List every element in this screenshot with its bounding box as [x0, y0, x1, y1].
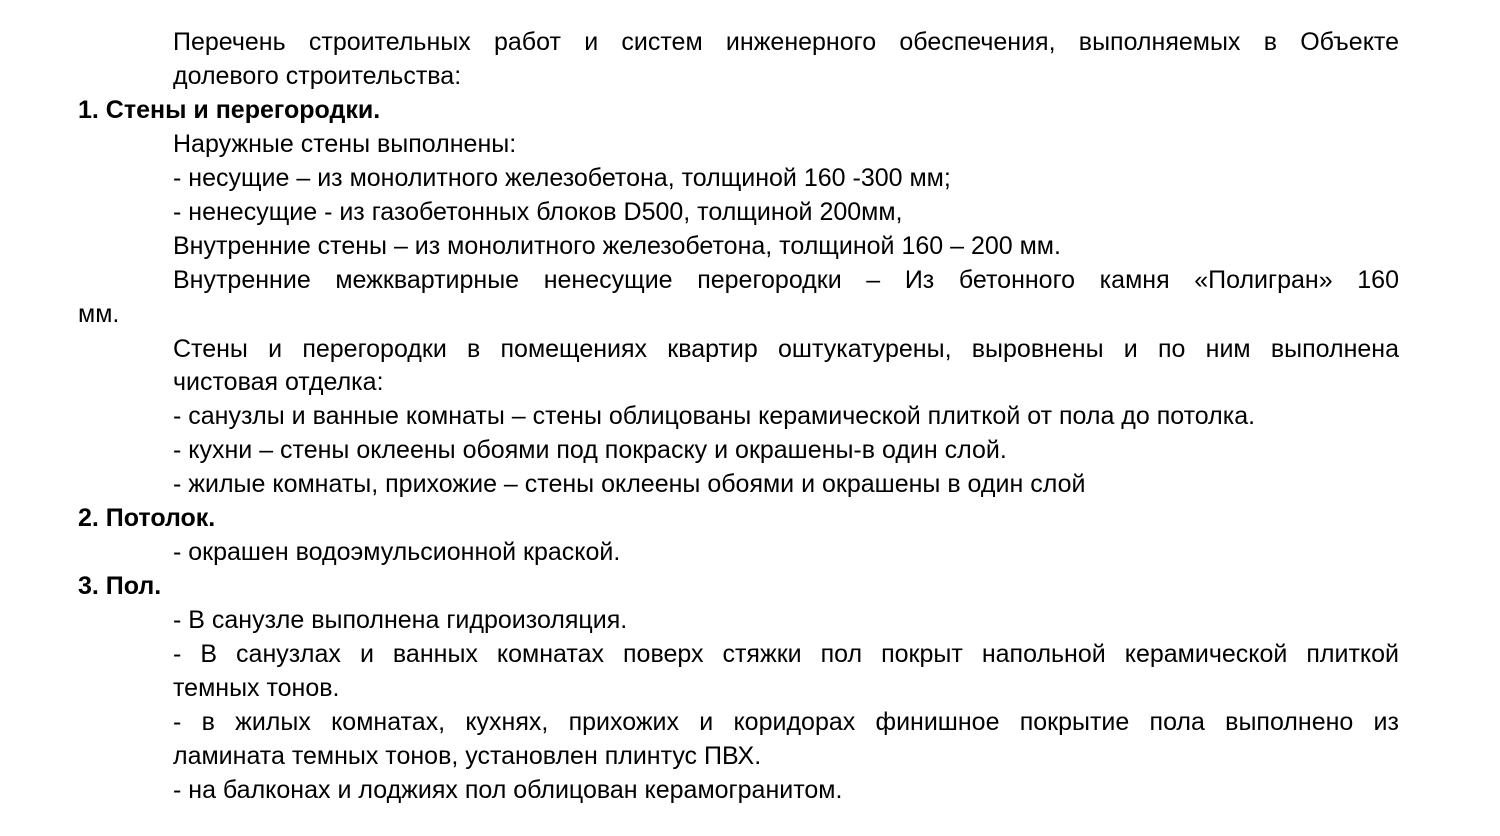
floor-item-3-line-2: ламината темных тонов, установлен плинтус ПВХ. [173, 742, 762, 770]
intro-line-2: долевого строительства: [173, 62, 462, 90]
section-2-heading: 2. Потолок. [78, 504, 216, 532]
finish-line-2: чистовая отделка: [173, 368, 384, 396]
bearing-walls-item: - несущие – из монолитного железобетона, толщиной 160 -300 мм; [173, 164, 951, 192]
partitions-line-2: мм. [78, 300, 120, 328]
floor-item-4: - на балконах и лоджиях пол облицован керамогранитом. [173, 776, 843, 804]
section-1-heading: 1. Стены и перегородки. [78, 96, 381, 124]
finish-line-1: Стены и перегородки в помещениях квартир оштукатурены, выровнены и по ним выполнена [173, 335, 1399, 363]
inner-walls-text: Внутренние стены – из монолитного железобетона, толщиной 160 – 200 мм. [173, 232, 1061, 260]
floor-item-3-line-1: - в жилых комнатах, кухнях, прихожих и коридорах финишное покрытие пола выполнено из [173, 708, 1399, 736]
partitions-line-1: Внутренние межквартирные ненесущие перегородки – Из бетонного камня «Полигран» 160 [173, 266, 1399, 294]
floor-item-1: - В санузле выполнена гидроизоляция. [173, 606, 628, 634]
floor-item-2-line-2: темных тонов. [173, 674, 340, 702]
floor-item-2-line-1: - В санузлах и ванных комнатах поверх стяжки пол покрыт напольной керамической плиткой [173, 640, 1399, 668]
nonbearing-walls-item: - ненесущие - из газобетонных блоков D500, толщиной 200мм, [173, 198, 903, 226]
section-3-heading: 3. Пол. [78, 572, 162, 600]
intro-line-1: Перечень строительных работ и систем инженерного обеспечения, выполняемых в Объекте [173, 28, 1399, 56]
living-rooms-item: - жилые комнаты, прихожие – стены оклеены обоями и окрашены в один слой [173, 470, 1086, 498]
ceiling-item: - окрашен водоэмульсионной краской. [173, 538, 621, 566]
outer-walls-text: Наружные стены выполнены: [173, 130, 517, 158]
bathrooms-item: - санузлы и ванные комнаты – стены облицованы керамической плиткой от пола до потолка. [173, 402, 1256, 430]
kitchens-item: - кухни – стены оклеены обоями под покраску и окрашены-в один слой. [173, 436, 1007, 464]
